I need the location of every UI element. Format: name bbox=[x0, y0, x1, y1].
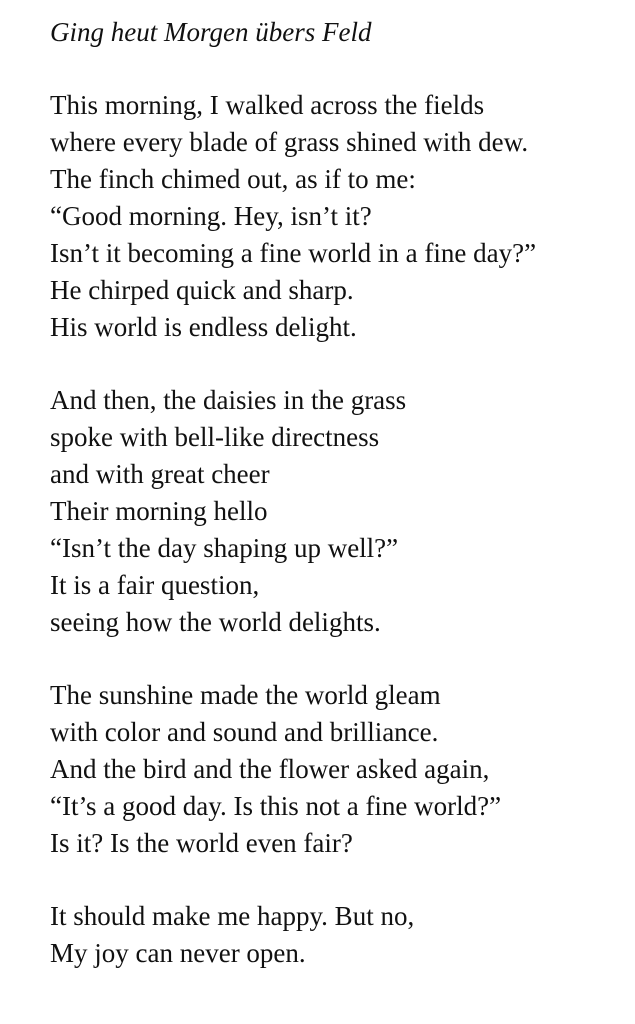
poem-line: Their morning hello bbox=[50, 496, 268, 526]
poem-line: “Good morning. Hey, isn’t it? bbox=[50, 201, 372, 231]
stanza-2 bbox=[50, 382, 630, 641]
poem-line: and with great cheer bbox=[50, 459, 270, 489]
poem-line: Is it? Is the world even fair? bbox=[50, 828, 353, 858]
poem-line: The finch chimed out, as if to me: bbox=[50, 164, 416, 194]
poem-line: where every blade of grass shined with dew. bbox=[50, 127, 529, 157]
poem-line: It is a fair question, bbox=[50, 570, 260, 600]
poem-line: This morning, I walked across the fields bbox=[50, 90, 485, 120]
poem-line: The sunshine made the world gleam bbox=[50, 680, 441, 710]
poem-line: My joy can never open. bbox=[50, 938, 306, 968]
stanza-4 bbox=[50, 898, 630, 972]
poem-line: “Isn’t the day shaping up well?” bbox=[50, 533, 399, 563]
poem-line: It should make me happy. But no, bbox=[50, 901, 415, 931]
stanza-3 bbox=[50, 677, 630, 862]
poem-line: And then, the daisies in the grass bbox=[50, 385, 407, 415]
poem-line: He chirped quick and sharp. bbox=[50, 275, 354, 305]
poem-line: And the bird and the flower asked again, bbox=[50, 754, 490, 784]
poem-line: seeing how the world delights. bbox=[50, 607, 381, 637]
poem-line: “It’s a good day. Is this not a fine world?” bbox=[50, 791, 502, 821]
poem-line: Isn’t it becoming a fine world in a fine day?” bbox=[50, 238, 537, 268]
poem-line: with color and sound and brilliance. bbox=[50, 717, 439, 747]
poem-line: His world is endless delight. bbox=[50, 312, 357, 342]
stanza-1 bbox=[50, 87, 630, 346]
poem-line: spoke with bell-like directness bbox=[50, 422, 380, 452]
poem-title: Ging heut Morgen übers Feld bbox=[50, 17, 372, 47]
poem-page bbox=[50, 14, 630, 1008]
